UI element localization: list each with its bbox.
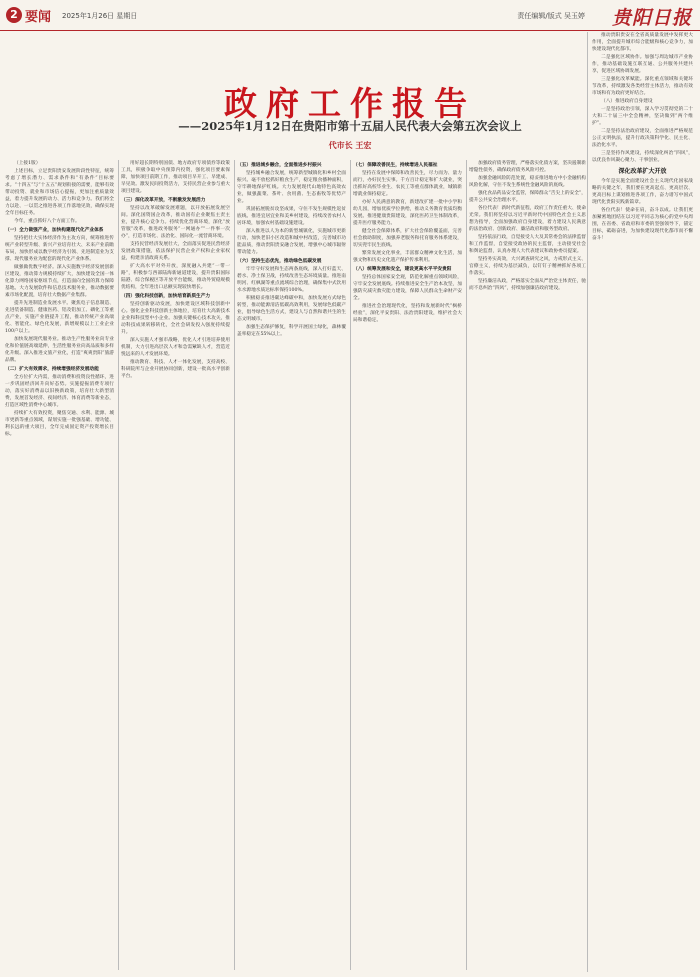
paragraph: 坚持廉洁从政，严格落实全面从严治党主体责任，驰而不息纠治“四风”，持续加强廉洁政府建设。 <box>469 279 586 291</box>
column-divider <box>118 160 119 970</box>
paragraph: 推动贵阳贵安在全省高质量发展中发挥更大作用，全面提升城市综合能级和核心竞争力，加快建设现代化都市。 <box>592 33 693 52</box>
section-subheading: （一）全力做强产业，加快构建现代化产业体系 <box>5 228 104 233</box>
editor-credit: 责任编辑/版式 吴玉婷 <box>517 12 585 20</box>
paragraph: 三是坚持作风建设，持续深化纠治“四风”，以优良作风凝心聚力、干事创业。 <box>592 151 693 163</box>
paragraph: 支持民营经济发展壮大，全面落实促进民营经济发展政策措施，依法保护民营企业产权和企业家权益，构建亲清政商关系。 <box>121 242 230 261</box>
paragraph: 加强金融风险防范处置，稳妥推进地方中小金融机构风险化解，守住不发生系统性金融风险的底线。 <box>469 176 586 188</box>
section-subheading: （八）统筹发展和安全，建设更高水平平安贵阳 <box>353 267 452 272</box>
paragraph: 各位代表！使命在肩，奋斗以成。让我们更加紧密地团结在以习近平同志为核心的党中央周围，在省委、省政府和市委的坚强领导下，锚定目标，砥砺奋进，为加快建设现代化都市而不懈奋斗！ <box>592 208 693 241</box>
section-subheading: （七）保障改善民生，持续增进人民福祉 <box>353 163 438 168</box>
paragraph: 坚持务实高效，大兴调查研究之风，力戒形式主义、官僚主义，持续为基层减负，以钉钉子精神抓好各项工作落实。 <box>469 257 586 276</box>
paragraph: 健全社会保障体系，扩大社会保险覆盖面，完善社会救助制度，加强养老服务和托育服务体系建设，切实兜牢民生底线。 <box>353 229 462 248</box>
masthead <box>0 0 700 31</box>
paragraph: 坚持在发展中保障和改善民生，尽力而为、量力而行，办好民生实事。千方百计稳定和扩大就业，突出抓好高校毕业生、农民工等重点群体就业，城镇新增就业保持稳定。 <box>353 171 462 197</box>
paragraph: 做强做优数字经济。深入实施数字经济发展创新区建设，推动算力规模持续扩大，加快建设全国一体化算力网络国家枢纽节点，打造面向全国的算力保障基地。大力发展软件和信息技术服务业，推动数据要素市场化配置，培育壮大数据产业集群。 <box>5 265 114 298</box>
paragraph: 提升先进制造业发展水平。聚焦电子信息制造、先进装备制造、健康医药、铝及铝加工、磷化工等重点产业，实施产业链提升工程，推动传统产业高端化、智能化、绿色化发展，新增规模以上工业企业100户以上。 <box>5 301 114 334</box>
side-column <box>592 32 693 972</box>
paragraph: 持续扩大有效投资，聚焦交通、水利、能源、城市更新等重点领域，谋划实施一批强基础、增功能、利长远的重大项目，全年完成固定资产投资增长目标。 <box>5 411 114 437</box>
paragraph: 深入实施人才强市战略，优化人才引进培养使用机制，大力引进高层次人才和急需紧缺人才，营造近悦远来的人才发展环境。 <box>121 338 230 357</box>
paragraph: 牢牢守好发展和生态两条底线，深入打好蓝天、碧水、净土保卫战，持续改善生态环境质量。推进南明河、红枫湖等重点流域综合治理，确保集中式饮用水水源地水质达标率保持100%。 <box>237 267 346 293</box>
paragraph: 坚持创新驱动发展，加快建设区域科技创新中心。强化企业科技创新主体地位，培育壮大高新技术企业和科技型中小企业。加强关键核心技术攻关，推动科技成果转移转化，全社会研发投入强度持续提升。 <box>121 302 230 335</box>
page-number-badge: 2 <box>6 7 22 23</box>
section-subheading: （三）深化改革开放，不断激发发展活力 <box>121 198 206 203</box>
paragraph: 推动教育、科技、人才一体化发展，支持高校、科研院所与企业开展协同创新，建设一批高水平创新平台。 <box>121 360 230 379</box>
text-column-4 <box>353 160 462 970</box>
section-subheading: （四）强化科技创新，加快培育新质生产力 <box>121 294 211 299</box>
paragraph: 坚持以改革破解发展难题，以开放拓展发展空间。深化国资国企改革，推动国有企业聚焦主责主业，提升核心竞争力。持续优化营商环境，深化“放管服”改革，推进政务服务“一网通办”“一件事一次办”，打造市场化、法治化、国际化一流营商环境。 <box>121 206 230 239</box>
section-title: 要闻 <box>25 10 52 25</box>
paragraph: 各位代表！新时代新征程，政府工作责任重大、使命光荣。我们将坚持以习近平新时代中国特色社会主义思想为指导，全面加强政府自身建设，着力建设人民满意的法治政府、创新政府、廉洁政府和服务型政府。 <box>469 206 586 232</box>
article-byline: 代市长 王宏 <box>328 141 372 150</box>
paragraph: 积极稳妥推进碳达峰碳中和，加快发展方式绿色转型，推动能源清洁低碳高效利用，发展绿色低碳产业，倡导绿色生活方式，建设人与自然和谐共生的生态文明城市。 <box>237 296 346 322</box>
paragraph: 繁荣发展文化事业，丰富群众精神文化生活，加强文物和历史文化遗产保护传承利用。 <box>353 251 462 263</box>
section-subheading: （二）扩大有效需求，持续增强经济发展动能 <box>5 367 99 372</box>
paragraph: 一是坚持政治引领，深入学习贯彻党的二十大和二十届三中全会精神，坚决做到“两个维护”。 <box>592 107 693 126</box>
paragraph: （上接1版） <box>14 161 41 166</box>
paragraph: 上述目标，立足贵阳贵安发展阶段性特征，统筹考虑了增长潜力、需求条件和“有条件”目标要求。“十四五”与“十五五”规划衔接的需要，能够有效带动投资、就业和市场信心提振，更加注重质量效益，着力提升发展的动力、活力和竞争力。我们将全力以赴、一以贯之推进各项工作落地见效，确保实现全年目标任务。 <box>5 169 114 216</box>
paragraph: 今年是实施全面建设社会主义现代化国家战略的关键之年，我们要在更高起点、更高层次、更高目标上谋划推进各项工作，奋力谱写中国式现代化贵阳实践新篇章。 <box>592 179 693 205</box>
paragraph: 加快发展现代服务业。推动生产性服务业向专业化和价值链高端延伸，生活性服务业向高品质和多样化升级。深入推进文旅产业化，打造“爽爽贵阳”旅游品牌。 <box>5 337 114 363</box>
paragraph: 巩固拓展脱贫攻坚成果，守住不发生规模性返贫底线。推进宜居宜业和美乡村建设，持续改善农村人居环境，加强农村基础设施建设。 <box>237 207 346 226</box>
section-subheading: （五）推进城乡融合，全面推进乡村振兴 <box>237 163 322 168</box>
paragraph: 深入推进以人为本的新型城镇化，实施城市更新行动，加快老旧小区改造和城中村改造，完善城市功能品质，推动贵阳贵安融合发展，增强中心城市辐射带动能力。 <box>237 229 346 255</box>
column-divider <box>234 160 235 970</box>
paragraph: 二是强化区域协作。加强与周边城市产业协作，推动基础设施互联互通、公共服务共建共享，促进区域协调发展。 <box>592 55 693 74</box>
paragraph: 加强生态保护修复，科学开展国土绿化，森林覆盖率稳定在55%以上。 <box>237 325 346 337</box>
text-column-3 <box>237 160 346 970</box>
paragraph: 强化食品药品安全监管，保障群众“舌尖上的安全”，提升公共安全治理水平。 <box>469 191 586 203</box>
section-subheading: （六）坚持生态优先，推动绿色低碳发展 <box>237 259 322 264</box>
column-divider <box>350 160 351 970</box>
text-column-1 <box>5 160 114 970</box>
text-column-5 <box>469 160 586 970</box>
paragraph: 扩大高水平对外开放，深度融入共建“一带一路”，积极参与西部陆海新通道建设，提升贵阳国际陆港、综合保税区等开放平台能级，推动外贸稳规模优结构，全年进出口总额实现较快增长。 <box>121 264 230 290</box>
paragraph: 坚持依法行政，自觉接受人大及其常委会的法律监督和工作监督，自觉接受政协的民主监督，主动接受社会和舆论监督，认真办理人大代表建议和政协委员提案。 <box>469 235 586 254</box>
paragraph: 办好人民满意的教育，新建改扩建一批中小学和幼儿园，增加优质学位供给，推动义务教育优质均衡发展。推进健康贵阳建设，深化医药卫生体制改革，提升医疗服务能力。 <box>353 200 462 226</box>
paragraph: 今年，重点抓好八个方面工作。 <box>14 219 80 224</box>
newspaper-logo: 贵阳日报 <box>611 7 692 29</box>
text-column-2 <box>121 160 230 970</box>
paragraph: 推进社会治理现代化，坚持和发展新时代“枫桥经验”，深化平安贵阳、法治贵阳建设，维护社会大局和谐稳定。 <box>353 304 462 323</box>
side-section-heading: 深化改革扩大开放 <box>618 168 667 175</box>
paragraph: 用好超长期特别国债、地方政府专项债券等政策工具，积极争取中央预算内投资，强化项目要素保障，加快项目前期工作，推动项目早开工、早建成、早见效。激发民间投资活力，支持民营企业参与重大项目建设。 <box>121 161 230 194</box>
article-subhead: ——2025年1月12日在贵阳市第十五届人民代表大会第五次会议上 <box>178 119 522 133</box>
column-divider <box>466 160 467 970</box>
paragraph: 二是坚持法治政府建设，全面推进严格规范公正文明执法，提升行政决策科学化、民主化、法治化水平。 <box>592 129 693 148</box>
paragraph: 三是强化改革赋能。深化重点领域和关键环节改革，持续激发各类经营主体活力，推动有效市场和有为政府更好结合。 <box>592 77 693 96</box>
paragraph: 全方位扩大内需，推动消费和投资良性循环，进一步巩固经济回升向好态势。实施提振消费专项行动，落实好消费品以旧换新政策，培育壮大新型消费，发展首发经济、夜间经济、体育消费等新业态，打造区域性消费中心城市。 <box>5 375 114 408</box>
paragraph: 加强政府债务管理，严格落实化债方案，坚决遏制新增隐性债务，确保政府债务风险可控。 <box>469 161 586 173</box>
paragraph: 坚持城乡融合发展，统筹新型城镇化和乡村全面振兴。毫不放松抓好粮食生产，稳定粮食播种面积，守牢耕地保护红线。大力发展现代山地特色高效农业，做强蔬菜、茶叶、食用菌、生态畜牧等优势产业。 <box>237 171 346 204</box>
paragraph: 坚持总体国家安全观，防范化解重点领域风险，守牢安全发展底线。持续推进安全生产治本攻坚，加强防灾减灾救灾能力建设，保障人民群众生命财产安全。 <box>353 275 462 301</box>
paragraph: 坚持把壮大实体经济作为主攻方向，统筹推进传统产业转型升级、新兴产业培育壮大、未来产业前瞻布局，加快形成以数字经济为引领、先进制造业为支撑、现代服务业为配套的现代化产业体系。 <box>5 236 114 262</box>
column-divider <box>587 32 588 972</box>
issue-date: 2025年1月26日 星期日 <box>62 12 138 20</box>
section-subheading: （八）推进政府自身建设 <box>601 99 653 104</box>
article-headline: 政府工作报告 <box>224 84 476 123</box>
